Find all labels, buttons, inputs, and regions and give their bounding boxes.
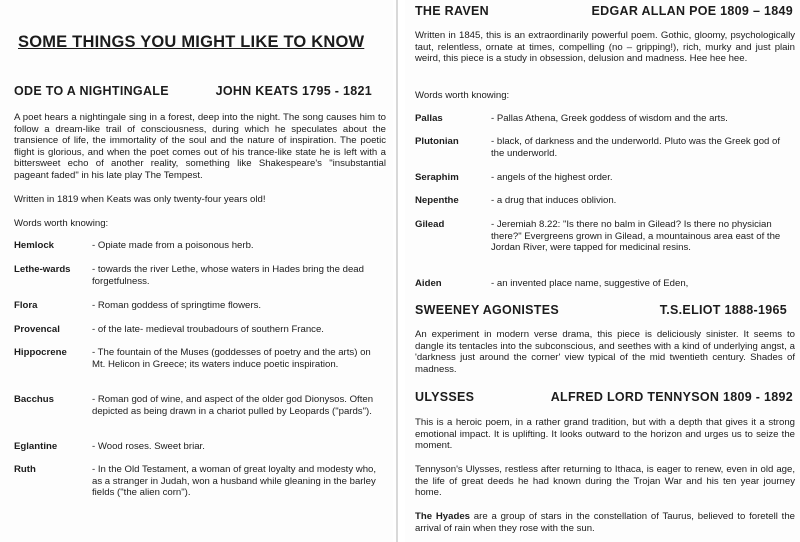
nightingale-author: JOHN KEATS 1795 - 1821 xyxy=(215,84,372,98)
ulysses-summary: This is a heroic poem, in a rather grand tradition, but with a depth that gives it a strong emotional impact. It is uplifting. It looks outward to the horizon and urges us to seize the moment. xyxy=(415,417,795,452)
right-page xyxy=(405,0,800,542)
glossary-definition: - Opiate made from a poisonous herb. xyxy=(92,240,254,251)
raven-author: EDGAR ALLAN POE 1809 – 1849 xyxy=(591,4,793,18)
sweeney-heading xyxy=(415,303,795,317)
nightingale-summary: A poet hears a nightingale sing in a forest, deep into the night. The song causes him to follow a dream-like trail of consciousness, during which he speculates about the transience of life, the immortality of the soul and the nature of inspiration. The poetic flight is glorious, and when the poet comes out of his trance-like state he is left with a bittersweet echo of another reality, something like Shakespeare's "insubstantial pageant faded" in his late play The Tempest. xyxy=(14,112,386,181)
nightingale-note: Written in 1819 when Keats was only twenty-four years old! xyxy=(14,194,266,205)
glossary-term: Seraphim xyxy=(415,172,459,183)
glossary-term: Aiden xyxy=(415,278,442,289)
glossary-term: Nepenthe xyxy=(415,195,459,206)
glossary-item xyxy=(415,113,795,125)
glossary-term: Eglantine xyxy=(14,441,58,452)
glossary-term: Ruth xyxy=(14,464,36,475)
glossary-item xyxy=(14,264,386,287)
nightingale-title: ODE TO A NIGHTINGALE xyxy=(14,84,169,98)
glossary-term: Hippocrene xyxy=(14,347,67,358)
glossary-item xyxy=(415,172,795,184)
hyades-term: The Hyades xyxy=(415,511,470,522)
glossary-definition: - Roman god of wine, and aspect of the older god Dionysos. Often depicted as being drawn in a chariot pulled by Leopards ("pards"). xyxy=(92,394,374,417)
glossary-definition: - Jeremiah 8.22: "Is there no balm in Gilead? Is there no physician there?" Evergreens grown in Gilead, a mountainous area east of the Jordan River, were tapped for medicinal resins. xyxy=(491,219,781,254)
glossary-item xyxy=(415,136,795,159)
nightingale-words-title: Words worth knowing: xyxy=(14,218,109,229)
sweeney-author: T.S.ELIOT 1888-1965 xyxy=(659,303,787,317)
glossary-definition: - an invented place name, suggestive of Eden, xyxy=(491,278,689,289)
nightingale-heading xyxy=(14,84,386,98)
left-page xyxy=(0,0,393,542)
glossary-definition: - In the Old Testament, a woman of great loyalty and modesty who, as a stranger in Judah, won a husband while gleaning in the barley fields ("the alien corn"). xyxy=(92,464,377,499)
ulysses-author: ALFRED LORD TENNYSON 1809 - 1892 xyxy=(550,390,793,404)
glossary-item xyxy=(415,278,795,290)
raven-heading xyxy=(415,4,795,18)
glossary-item xyxy=(14,300,386,312)
glossary-item xyxy=(415,195,795,207)
glossary-item xyxy=(14,347,386,370)
raven-summary: Written in 1845, this is an extraordinarily powerful poem. Gothic, gloomy, psychologically taut, relentless, ornate at times, compelling (no – gripping!), rich, murky and just plain weird, this piece is a study in obsession, delusion and madness. Hee hee hee. xyxy=(415,30,795,65)
glossary-definition: - of the late- medieval troubadours of southern France. xyxy=(92,324,324,335)
glossary-definition: - Wood roses. Sweet briar. xyxy=(92,441,205,452)
glossary-definition: - Roman goddess of springtime flowers. xyxy=(92,300,262,311)
page-gutter xyxy=(393,0,405,542)
raven-title: THE RAVEN xyxy=(415,4,490,18)
glossary-term: Hemlock xyxy=(14,240,54,251)
glossary-item xyxy=(415,219,795,254)
glossary-term: Flora xyxy=(14,300,38,311)
hyades-text: are a group of stars in the constellation of Taurus, believed to foretell the arrival of rain when they rose with the sun. xyxy=(415,511,796,534)
glossary-definition: - black, of darkness and the underworld. Pluto was the Greek god of the underworld. xyxy=(491,136,781,159)
glossary-definition: - The fountain of the Muses (goddesses of poetry and the arts) on Mt. Helicon in Greece; its waters induce poetic inspiration. xyxy=(92,347,371,370)
glossary-term: Pallas xyxy=(415,113,443,124)
glossary-item xyxy=(14,441,386,453)
glossary-item xyxy=(14,324,386,336)
sweeney-title: SWEENEY AGONISTES xyxy=(415,303,560,317)
ulysses-title: ULYSSES xyxy=(415,390,475,404)
sweeney-summary: An experiment in modern verse drama, this piece is deliciously sinister. It seems to dangle its tentacles into the subconscious, and seethes with a kind of underlying angst, a 'darkness just around the corner' view typical of the mid twentieth century. Shades of madness. xyxy=(415,329,795,375)
glossary-term: Gilead xyxy=(415,219,445,230)
hyades-note xyxy=(415,511,795,534)
glossary-definition: - towards the river Lethe, whose waters in Hades bring the dead forgetfulness. xyxy=(92,264,364,287)
glossary-item xyxy=(14,394,386,417)
raven-words-title: Words worth knowing: xyxy=(415,90,510,101)
ulysses-heading xyxy=(415,390,795,404)
ulysses-story: Tennyson's Ulysses, restless after returning to Ithaca, is eager to renew, even in old age, the life of great deeds he had known during the Trojan War and his ten year journey home. xyxy=(415,464,795,499)
glossary-definition: - angels of the highest order. xyxy=(491,172,613,183)
glossary-item xyxy=(14,240,386,252)
glossary-term: Provencal xyxy=(14,324,60,335)
glossary-term: Lethe-wards xyxy=(14,264,71,275)
glossary-item xyxy=(14,464,386,499)
page-title: SOME THINGS YOU MIGHT LIKE TO KNOW xyxy=(18,33,365,51)
glossary-term: Bacchus xyxy=(14,394,54,405)
glossary-definition: - a drug that induces oblivion. xyxy=(491,195,617,206)
glossary-definition: - Pallas Athena, Greek goddess of wisdom and the arts. xyxy=(491,113,728,124)
glossary-term: Plutonian xyxy=(415,136,459,147)
